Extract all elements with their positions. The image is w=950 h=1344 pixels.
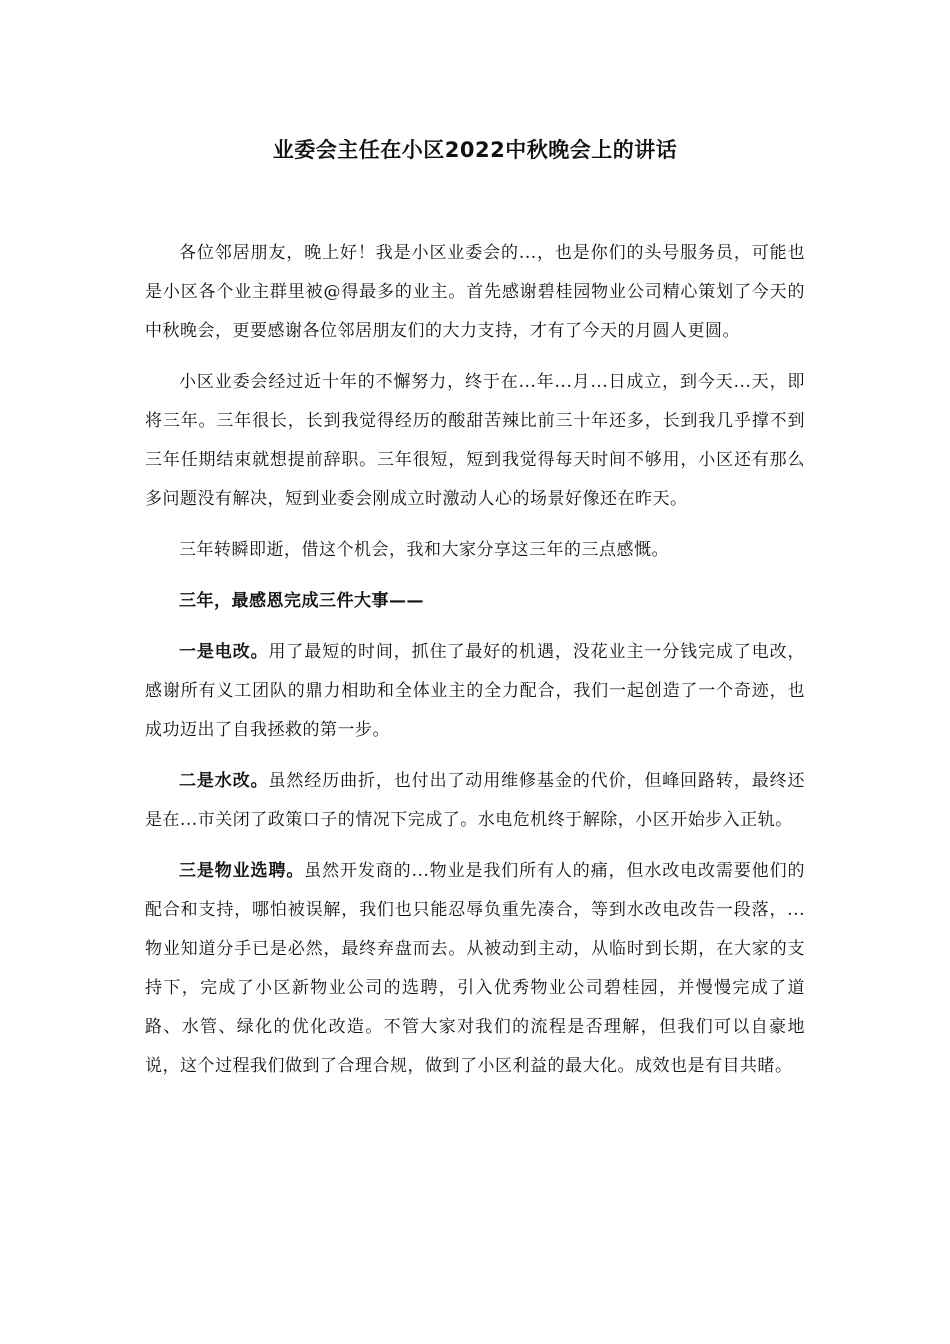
item-property-selection (145, 852, 805, 1086)
item-text: 用了最短的时间，抓住了最好的机遇，没花业主一分钱完成了电改，感谢所有义工团队的鼎力相助和全体业主的全力配合，我们一起创造了一个奇迹，也成功迈出了自我拯救的第一步。 (145, 642, 806, 740)
item-text: 虽然开发商的...物业是我们所有人的痛，但水改电改需要他们的配合和支持，哪怕被误解，我们也只能忍辱负重先凑合，等到水改电改告一段落，...物业知道分手已是必然，最终弃盘而去。从被动到主动，从临时到长期，在大家的支持下，完成了小区新物业公司的选聘，引入优秀物业公司碧桂园，并慢慢完成了道路、水管、绿化的优化改造。不管大家对我们的流程是否理解，但我们可以自豪地说，这个过程我们做到了合理合规，做到了小区利益的最大化。成效也是有目共睹。 (145, 861, 805, 1076)
item-lead: 一是电改。 (179, 642, 269, 662)
item-lead: 二是水改。 (179, 771, 269, 791)
document-title: 业委会主任在小区2022中秋晚会上的讲话 (272, 138, 678, 162)
item-electric-reform (145, 633, 805, 750)
item-lead: 三是物业选聘。 (179, 861, 305, 881)
item-text: 虽然经历曲折，也付出了动用维修基金的代价，但峰回路转，最终还是在...市关闭了政策口子的情况下完成了。水电危机终于解除，小区开始步入正轨。 (145, 771, 806, 830)
section-heading: 三年，最感恩完成三件大事—— (179, 591, 424, 611)
paragraph-three-years: 小区业委会经过近十年的不懈努力，终于在...年...月...日成立，到今天...天，即将三年。三年很长，长到我觉得经历的酸甜苦辣比前三十年还多，长到我几乎撑不到三年任期结束就想提前辞职。三年很短，短到我觉得每天时间不够用，小区还有那么多问题没有解决，短到业委会刚成立时激动人心的场景好像还在昨天。 (145, 372, 805, 509)
item-water-reform (145, 762, 805, 840)
document-body (145, 234, 805, 1098)
paragraph-reflections-intro: 三年转瞬即逝，借这个机会，我和大家分享这三年的三点感慨。 (179, 540, 669, 560)
paragraph-greeting: 各位邻居朋友，晚上好！我是小区业委会的...，也是你们的头号服务员，可能也是小区各个业主群里被@得最多的业主。首先感谢碧桂园物业公司精心策划了今天的中秋晚会，更要感谢各位邻居朋友们的大力支持，才有了今天的月圆人更圆。 (145, 243, 805, 341)
